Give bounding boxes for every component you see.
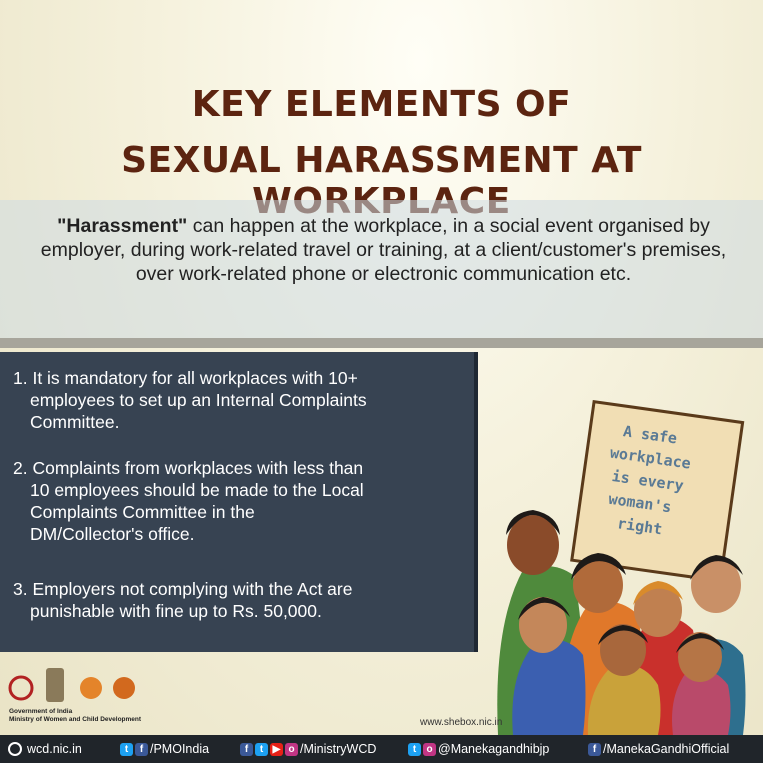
point-2-line-3: Complaints Committee in the <box>30 502 255 522</box>
footer-pmo[interactable] <box>120 735 209 763</box>
footer-pmo-label: /PMOIndia <box>150 742 210 756</box>
placard-line-1: A safe <box>622 422 679 448</box>
footer-bar <box>0 735 763 763</box>
point-2-line-4: DM/Collector's office. <box>30 524 195 544</box>
facebook-icon: f <box>135 743 148 756</box>
intro-bold: "Harassment" <box>57 215 188 237</box>
placard-line-5: right <box>616 514 664 539</box>
point-1-line-2: employees to set up an Internal Complaints <box>30 390 367 410</box>
twitter-icon: t <box>408 743 421 756</box>
intro-text <box>34 214 733 286</box>
logos <box>6 662 146 708</box>
twitter-icon: t <box>120 743 133 756</box>
title-line-1: KEY ELEMENTS OF <box>191 84 572 125</box>
globe-icon <box>8 742 22 756</box>
footer-ministry[interactable] <box>240 735 376 763</box>
footer-maneka-fb-label: /ManekaGandhiOfficial <box>603 742 730 756</box>
placard-line-4: woman's <box>607 489 673 517</box>
beti-bachao-icon <box>80 677 102 699</box>
women-illustration <box>478 395 763 735</box>
footer-maneka-handle-label: @Manekagandhibjp <box>438 742 550 756</box>
footer-maneka-fb[interactable] <box>588 735 729 763</box>
intro-rest: can happen at the workplace, in a social event organised by employer, during work-related travel or training, at a client/customer's premises, over work-related phone or electronic communication etc. <box>40 215 727 285</box>
point-2-line-1: 2. Complaints from workplaces with less than <box>13 458 364 478</box>
instagram-icon: o <box>285 743 298 756</box>
footer-maneka-handle[interactable] <box>408 735 549 763</box>
point-1-line-1: 1. It is mandatory for all workplaces with 10+ <box>13 368 358 388</box>
facebook-icon: f <box>588 743 601 756</box>
placard-line-2: workplace <box>608 443 692 473</box>
point-1 <box>13 367 367 433</box>
gov-credit <box>9 708 141 724</box>
points-panel <box>0 352 478 652</box>
instagram-icon: o <box>423 743 436 756</box>
point-3-line-1: 3. Employers not complying with the Act are <box>13 579 353 599</box>
gov-line-1: Government of India <box>9 708 73 715</box>
point-3-line-2: punishable with fine up to Rs. 50,000. <box>30 601 322 621</box>
shebox-url[interactable]: www.shebox.nic.in <box>420 717 503 728</box>
point-3 <box>13 578 352 622</box>
placard-line-3: is every <box>610 466 685 495</box>
scheme-logo-icon <box>113 677 135 699</box>
footer-web[interactable] <box>8 735 82 763</box>
point-2 <box>13 457 364 545</box>
point-2-line-2: 10 employees should be made to the Local <box>30 480 364 500</box>
footer-ministry-label: /MinistryWCD <box>300 742 377 756</box>
youtube-icon: ▶ <box>270 743 283 756</box>
facebook-icon: f <box>240 743 253 756</box>
point-1-line-3: Committee. <box>30 412 120 432</box>
ministry-logo-icon <box>10 677 32 699</box>
footer-web-label: wcd.nic.in <box>27 742 82 756</box>
intro-box <box>0 200 763 338</box>
divider-band <box>0 338 763 348</box>
gov-line-2: Ministry of Women and Child Development <box>9 716 142 723</box>
title-line-2: SEXUAL HARASSMENT AT <box>121 140 642 181</box>
emblem-icon <box>46 668 64 702</box>
twitter-icon: t <box>255 743 268 756</box>
